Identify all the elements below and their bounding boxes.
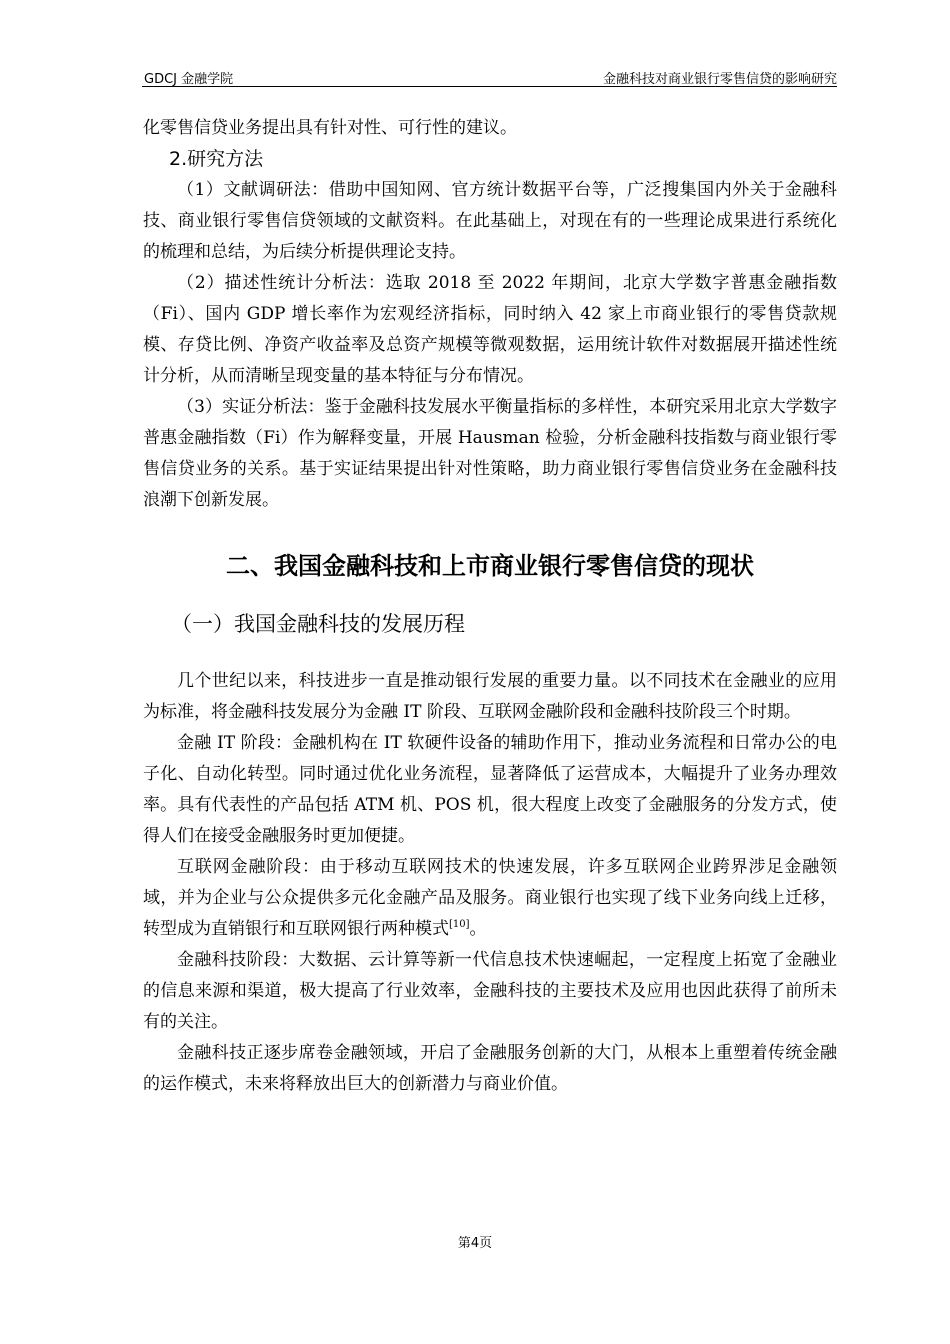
paragraph-intro-tail: 化零售信贷业务提出具有针对性、可行性的建议。 [143, 118, 517, 138]
header-paper-title: 金融科技对商业银行零售信贷的影响研究 [602, 72, 837, 87]
paragraph-history-internet-text: 互联网金融阶段：由于移动互联网技术的快速发展，许多互联网企业跨界涉足金融领域，并为企业与公众提供多元化金融产品及服务。商业银行也实现了线下业务向线上迁移，转型成为直销银行和互联网银行两种模式 [143, 857, 837, 939]
paragraph-history-overview: 几个世纪以来，科技进步一直是推动银行发展的重要力量。以不同技术在金融业的应用为标准，将金融科技发展分为金融 IT 阶段、互联网金融阶段和金融科技阶段三个时期。 [143, 671, 837, 722]
paragraph-method-empirical: （3）实证分析法：鉴于金融科技发展水平衡量指标的多样性，本研究采用北京大学数字普惠金融指数（Fi）作为解释变量，开展 Hausman 检验，分析金融科技指数与商业银行零售信贷业务的关系。基于实证结果提出针对性策略，助力商业银行零售信贷业务在金融科技浪潮下创新发展。 [143, 397, 837, 510]
paragraph-history-conclusion: 金融科技正逐步席卷金融领域，开启了金融服务创新的大门，从根本上重塑着传统金融的运作模式，未来将释放出巨大的创新潜力与商业价值。 [143, 1043, 837, 1094]
citation-reference: [10] [449, 919, 470, 930]
header-institution: GDCJ 金融学院 [144, 72, 234, 87]
section-heading: （一）我国金融科技的发展历程 [171, 612, 465, 636]
paragraph-history-fintech-stage: 金融科技阶段：大数据、云计算等新一代信息技术快速崛起，一定程度上拓宽了金融业的信息来源和渠道，极大提高了行业效率，金融科技的主要技术及应用也因此获得了前所未有的关注。 [143, 950, 837, 1032]
chapter-heading: 二、我国金融科技和上市商业银行零售信贷的现状 [226, 552, 754, 580]
page-number: 第4页 [457, 1236, 493, 1251]
paragraph-history-internet-stage [143, 852, 837, 945]
paragraph-history-it-stage: 金融 IT 阶段：金融机构在 IT 软硬件设备的辅助作用下，推动业务流程和日常办公的电子化、自动化转型。同时通过优化业务流程，显著降低了运营成本，大幅提升了业务办理效率。具有代表性的产品包括 ATM 机、POS 机，很大程度上改变了金融服务的分发方式，使得人们在接受金融服务时更加便捷。 [143, 733, 837, 846]
paragraph-method-literature: （1）文献调研法：借助中国知网、官方统计数据平台等，广泛搜集国内外关于金融科技、商业银行零售信贷领域的文献资料。在此基础上，对现在有的一些理论成果进行系统化的梳理和总结，为后续分析提供理论支持。 [143, 180, 837, 262]
page-header [142, 66, 837, 87]
paragraph-method-descriptive: （2）描述性统计分析法：选取 2018 至 2022 年期间，北京大学数字普惠金融指数（Fi）、国内 GDP 增长率作为宏观经济指标，同时纳入 42 家上市商业银行的零售贷款规模、存贷比例、净资产收益率及总资产规模等微观数据，运用统计软件对数据展开描述性统计分析，从而清晰呈现变量的基本特征与分布情况。 [143, 273, 837, 386]
page-body [143, 113, 837, 1100]
subheading-research-methods: 2.研究方法 [169, 148, 264, 170]
paragraph-end-punctuation: 。 [469, 919, 487, 939]
